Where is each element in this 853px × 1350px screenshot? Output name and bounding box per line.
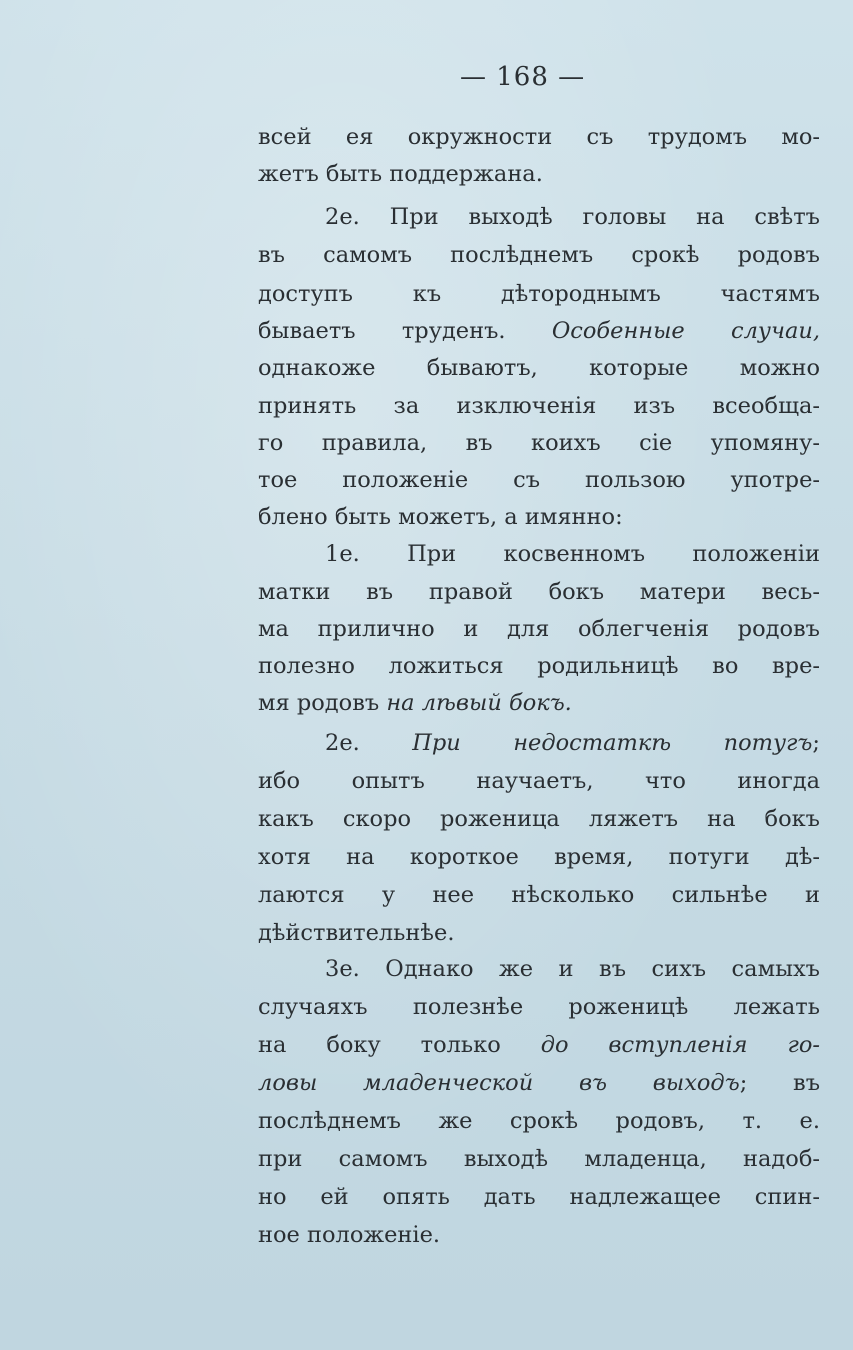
text-line [258, 1110, 820, 1133]
text-line [258, 1072, 820, 1095]
text-line [258, 126, 820, 149]
text-line [258, 846, 820, 869]
text-segment: го правила, въ коихъ сіе упомяну- [258, 430, 820, 456]
text-line [258, 884, 820, 907]
text-segment: дѣйствительнѣе. [258, 920, 455, 946]
italic-text: При недостаткѣ потугъ [412, 730, 813, 756]
italic-text: ловы младенческой въ выходъ [258, 1070, 740, 1096]
text-line [258, 692, 572, 715]
text-line [325, 543, 820, 566]
italic-text: до вступленія го- [540, 1032, 820, 1058]
text-segment: ма прилично и для облегченія родовъ [258, 616, 820, 642]
text-segment: въ самомъ послѣднемъ срокѣ родовъ [258, 242, 820, 268]
text-line [258, 244, 820, 267]
text-segment: ; [812, 730, 820, 756]
text-line [258, 922, 454, 945]
text-segment: ное положеніе. [258, 1222, 441, 1248]
text-line [258, 996, 820, 1019]
page-number: — 168 — [460, 62, 586, 92]
text-segment: тое положеніе съ пользою употре- [258, 467, 820, 493]
text-segment: 2е. [325, 730, 413, 756]
text-line [258, 432, 820, 455]
text-segment: хотя на короткое время, потуги дѣ- [258, 844, 820, 870]
text-line [258, 395, 820, 418]
text-segment: принять за изключенія изъ всеобща- [258, 393, 820, 419]
text-line [325, 732, 820, 755]
text-line [258, 581, 820, 604]
text-segment: ибо опытъ научаетъ, что иногда [258, 768, 820, 794]
text-segment: полезно ложиться родильницѣ во вре- [258, 653, 820, 679]
text-segment: жетъ быть поддержана. [258, 161, 543, 187]
text-line [258, 1034, 820, 1057]
text-segment: лаются у нее нѣсколько сильнѣе и [258, 882, 820, 908]
text-line [258, 618, 820, 641]
text-segment: случаяхъ полезнѣе роженицѣ лежать [258, 994, 820, 1020]
text-line [258, 770, 820, 793]
text-segment: на боку только [258, 1032, 541, 1058]
text-segment: всей ея окружности съ трудомъ мо- [258, 124, 820, 150]
text-line [258, 1148, 820, 1171]
text-line [258, 1224, 440, 1247]
text-segment: бываетъ труденъ. [258, 318, 552, 344]
text-segment: послѣднемъ же срокѣ родовъ, т. е. [258, 1108, 820, 1134]
text-line [258, 320, 820, 343]
text-segment: 1е. При косвенномъ положеніи [325, 541, 820, 567]
text-line [258, 808, 820, 831]
text-segment: матки въ правой бокъ матери весь- [258, 579, 820, 605]
text-segment: ; въ [739, 1070, 821, 1096]
italic-text: на лѣвый бокъ. [386, 690, 572, 716]
text-line [258, 283, 820, 306]
text-segment: доступъ къ дѣтороднымъ частямъ [258, 281, 820, 307]
text-segment: но ей опять дать надлежащее спин- [258, 1184, 820, 1210]
text-segment: 3е. Однако же и въ сихъ самыхъ [325, 956, 820, 982]
text-line [258, 357, 820, 380]
text-segment: при самомъ выходѣ младенца, надоб- [258, 1146, 820, 1172]
text-line [258, 1186, 820, 1209]
text-segment: 2е. При выходѣ головы на свѣтъ [325, 204, 820, 230]
text-line [258, 506, 623, 529]
text-segment: мя родовъ [258, 690, 387, 716]
text-segment: какъ скоро роженица ляжетъ на бокъ [258, 806, 820, 832]
text-line [258, 469, 820, 492]
text-segment: блено быть можетъ, а имянно: [258, 504, 623, 530]
text-line [325, 958, 820, 981]
text-line [325, 206, 820, 229]
text-segment: однакоже бываютъ, которые можно [258, 355, 820, 381]
text-line [258, 163, 543, 186]
text-line [258, 655, 820, 678]
italic-text: Особенные случаи, [551, 318, 821, 344]
